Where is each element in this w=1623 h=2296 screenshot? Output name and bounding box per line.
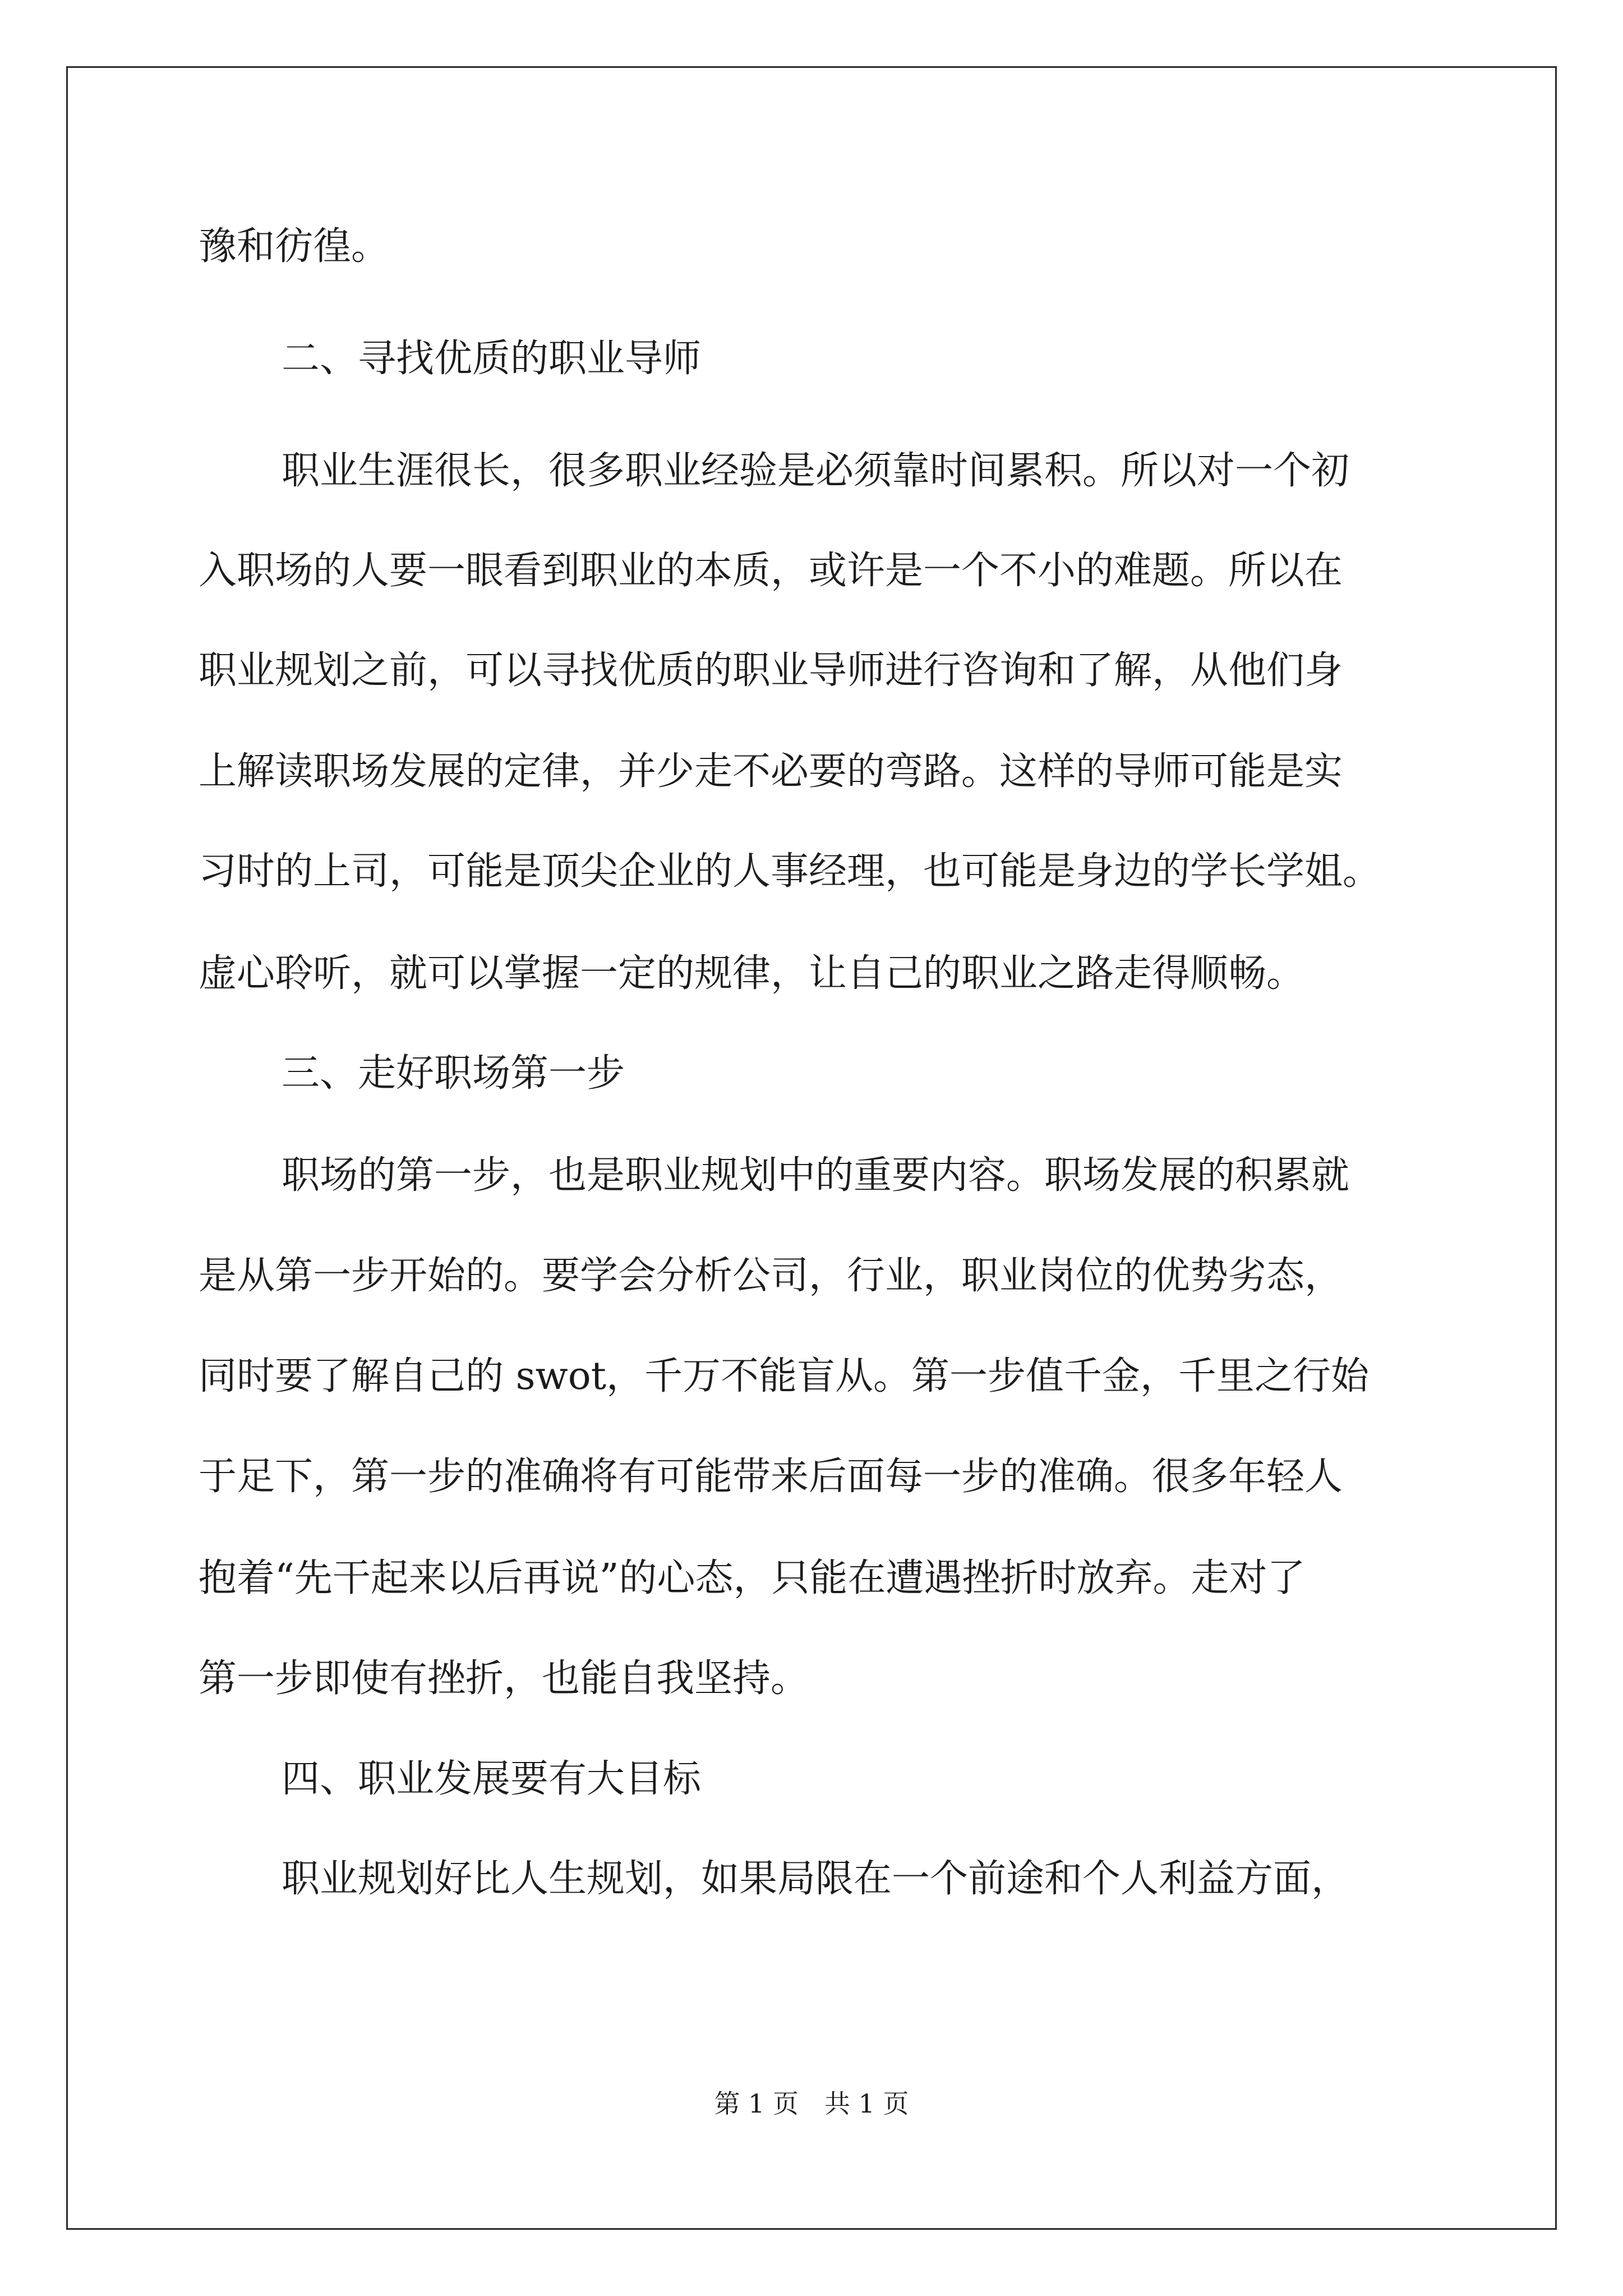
paragraph-line: 入职场的人要一眼看到职业的本质，或许是一个不小的难题。所以在 <box>199 549 1343 593</box>
page-footer: 第 1 页 共 1 页 <box>714 2088 909 2119</box>
paragraph-line: 职业生涯很长，很多职业经验是必须靠时间累积。所以对一个初 <box>282 449 1350 493</box>
paragraph-line: 职业规划之前，可以寻找优质的职业导师进行咨询和了解，从他们身 <box>199 648 1343 693</box>
section-heading-2: 二、寻找优质的职业导师 <box>282 337 702 381</box>
section-heading-3: 三、走好职场第一步 <box>282 1051 625 1096</box>
paragraph-line: 于足下，第一步的准确将有可能带来后面每一步的准确。很多年轻人 <box>199 1455 1343 1499</box>
paragraph-line: 抱着“先干起来以后再说”的心态，只能在遭遇挫折时放弃。走对了 <box>199 1556 1306 1600</box>
paragraph-line: 同时要了解自己的 swot，千万不能盲从。第一步值千金，千里之行始 <box>199 1354 1369 1398</box>
paragraph-line: 习时的上司，可能是顶尖企业的人事经理，也可能是身边的学长学姐。 <box>199 849 1381 894</box>
paragraph-line: 职场的第一步，也是职业规划中的重要内容。职场发展的积累就 <box>282 1153 1350 1198</box>
paragraph-line: 上解读职场发展的定律，并少走不必要的弯路。这样的导师可能是实 <box>199 749 1343 794</box>
paragraph-line: 职业规划好比人生规划，如果局限在一个前途和个人利益方面， <box>282 1857 1350 1901</box>
section-heading-4: 四、职业发展要有大目标 <box>282 1757 702 1801</box>
paragraph-line: 虚心聆听，就可以掌握一定的规律，让自己的职业之路走得顺畅。 <box>199 951 1305 996</box>
paragraph-line: 是从第一步开始的。要学会分析公司，行业，职业岗位的优势劣态， <box>199 1254 1343 1298</box>
paragraph-line: 豫和彷徨。 <box>199 224 390 269</box>
paragraph-line: 第一步即使有挫折，也能自我坚持。 <box>199 1657 809 1701</box>
